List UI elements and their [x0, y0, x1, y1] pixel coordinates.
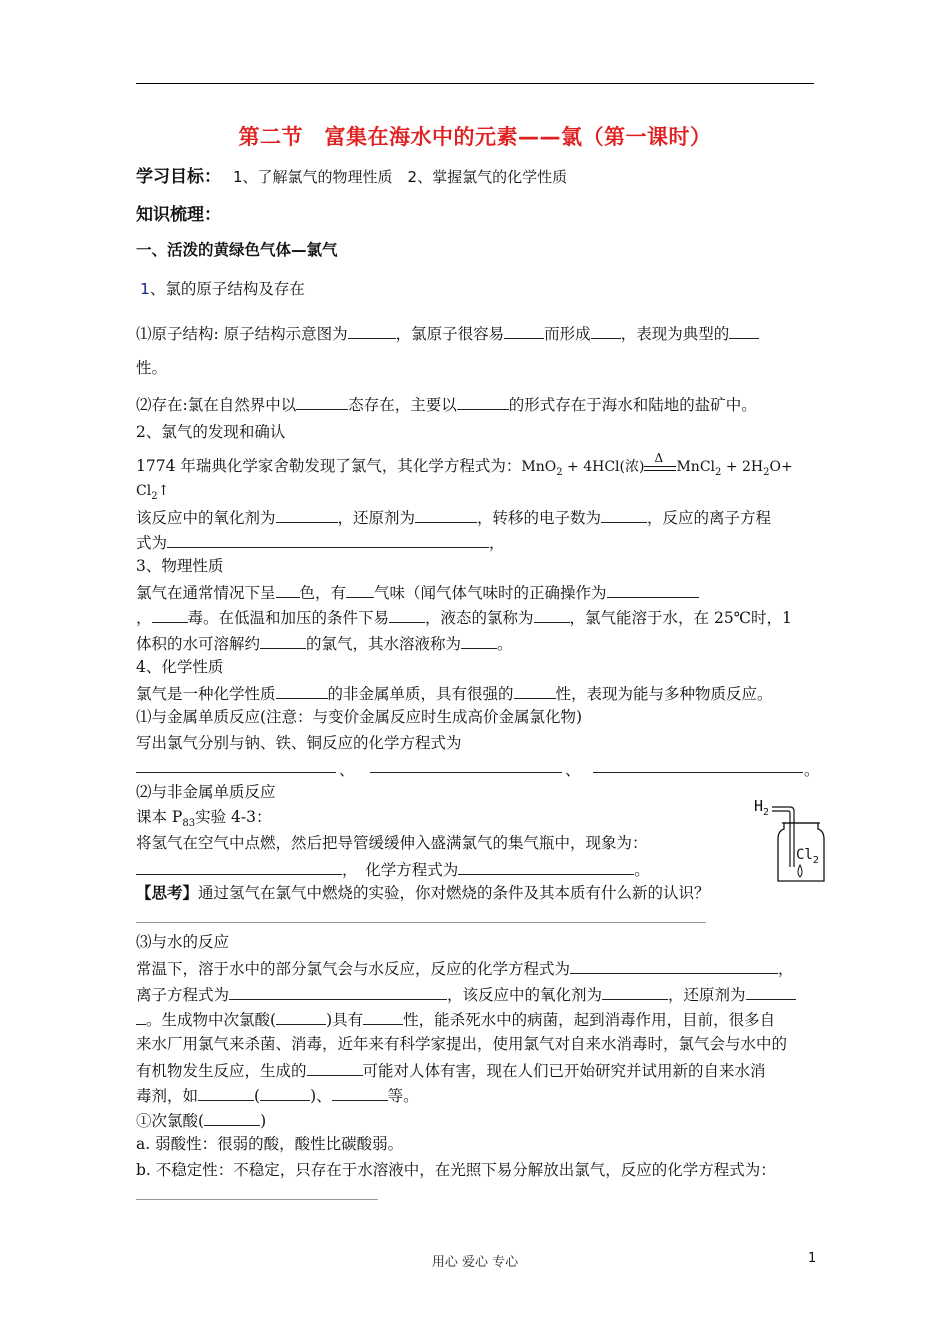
blank	[276, 682, 328, 699]
delta-icon: Δ	[654, 451, 664, 465]
reaction-arrow-heat	[644, 451, 676, 471]
para-water-6	[136, 1084, 419, 1106]
para-experiment	[136, 807, 271, 834]
knowledge-label: 知识梳理：	[136, 205, 221, 225]
blank	[570, 957, 778, 974]
page-subscript: 83	[182, 818, 196, 830]
para-water-1	[136, 957, 794, 979]
text: 等。	[387, 1087, 419, 1105]
blank	[746, 983, 796, 1000]
para-water-2	[136, 983, 796, 1005]
para-redox	[136, 506, 771, 528]
text: 性，能杀死水中的病菌，起到消毒作用，目前，很多自	[403, 1011, 776, 1029]
blank	[607, 581, 699, 598]
para-metals-task: 写出氯气分别与钠、铁、铜反应的化学方程式为	[136, 734, 462, 752]
blank	[332, 1084, 388, 1101]
text: 毒剂，如	[136, 1087, 199, 1105]
text: ，	[489, 534, 505, 552]
text: 体积的水可溶解约	[136, 635, 261, 653]
page-title: 第二节 富集在海水中的元素——氯（第一课时）	[238, 125, 712, 149]
answer-line-copper	[593, 772, 803, 773]
equation-right: MnCl$_2$ + $2H_2O+$	[676, 459, 793, 478]
answer-line-think	[136, 922, 706, 923]
answer-line-sodium	[136, 772, 336, 773]
blank	[415, 506, 477, 523]
text: (	[254, 1087, 261, 1105]
text: 。	[634, 861, 650, 879]
text: 氯气是一种化学性质	[136, 685, 276, 703]
text: 氯气在通常情况下呈	[136, 584, 276, 602]
subsection-1-number: 1	[140, 280, 150, 298]
blank	[167, 531, 489, 548]
text: 该反应中的氧化剂为	[136, 509, 276, 527]
text: 可能对人体有害，现在人们已开始研究并试用新的自来水消	[362, 1062, 766, 1080]
para-physical-3	[136, 632, 513, 654]
para-water-4: 来水厂用氯气来杀菌、消毒，近年来有科学家提出，使用氯气对自来水消毒时，氯气会与水中的	[136, 1035, 788, 1053]
blank	[276, 1008, 326, 1025]
blank	[729, 322, 759, 339]
subsection-1-text: 、氯的原子结构及存在	[149, 280, 305, 298]
separator: 、	[565, 761, 581, 779]
para-water-3	[136, 1008, 775, 1030]
subsection-1-title	[140, 279, 305, 299]
para-chemical-1	[136, 682, 773, 704]
up-arrow-icon: ↑	[157, 483, 170, 499]
text: 的形式存在于海水和陆地的盐矿中。	[508, 396, 757, 414]
gas-bottle-diagram	[748, 795, 828, 891]
blank	[346, 581, 374, 598]
think-label: 【思考】	[136, 883, 199, 902]
page-number: 1	[808, 1251, 817, 1266]
blank	[204, 1109, 260, 1126]
answer-line-decomposition	[136, 1199, 378, 1200]
para-water-5	[136, 1059, 766, 1081]
blank	[348, 322, 396, 339]
para-physical-1	[136, 581, 699, 603]
para-redox-cont	[136, 531, 505, 553]
blank	[296, 393, 348, 410]
para-physical-2	[136, 606, 792, 628]
section1-heading: 一、活泼的黄绿色气体—氯气	[136, 241, 338, 259]
blank	[514, 682, 556, 699]
learning-goals	[136, 167, 567, 187]
blank	[389, 606, 425, 623]
equation-left: MnO$_2$ + 4HCl(浓)	[521, 459, 645, 478]
subsection-4-title: 4、化学性质	[136, 658, 224, 676]
equation-product: $Cl_2↑$	[136, 483, 170, 502]
text: 毒。在低温和加压的条件下易	[187, 609, 390, 627]
blank	[602, 983, 668, 1000]
text: ，液态的氯称为	[425, 609, 534, 627]
blank	[260, 632, 306, 649]
blank	[260, 1084, 310, 1101]
page-footer: 用心 爱心 专心	[431, 1255, 519, 1270]
blank	[136, 858, 342, 875]
text: ，还原剂为	[668, 986, 746, 1004]
text: ⑴原子结构: 原子结构示意图为	[136, 325, 348, 343]
para-think	[136, 883, 710, 903]
text: ，氯气能溶于水，在 25℃时，1	[569, 609, 792, 627]
blank	[152, 606, 188, 623]
text: ，	[778, 960, 794, 978]
text: ，转移的电子数为	[477, 509, 602, 527]
text: )、	[310, 1087, 332, 1105]
text: ⑵存在:氯在自然界中以	[136, 396, 297, 414]
blank	[458, 858, 634, 875]
para-experiment-desc: 将氢气在空气中点燃，然后把导管缓缓伸入盛满氯气的集气瓶中，现象为：	[136, 834, 648, 852]
text: 的非金属单质，具有很强的	[327, 685, 514, 703]
text: ，该反应中的氧化剂为	[447, 986, 603, 1004]
answer-line-iron	[370, 772, 562, 773]
text: 常温下，溶于水中的部分氯气会与水反应，反应的化学方程式为	[136, 960, 571, 978]
para-atomic-structure	[136, 322, 759, 344]
text: ，反应的离子方程	[647, 509, 772, 527]
text: )具有	[326, 1011, 364, 1029]
para-discovery	[136, 451, 793, 483]
subsection-3-title: 3、物理性质	[136, 557, 224, 575]
para-hypochlorous	[136, 1109, 266, 1131]
subsection-2-title: 2、氯气的发现和确认	[136, 423, 286, 441]
text: 色，有	[299, 584, 347, 602]
goals-text: 1、了解氯气的物理性质 2、掌握氯气的化学性质	[233, 168, 568, 186]
blank	[457, 393, 509, 410]
separator: 、	[339, 761, 355, 779]
blank	[229, 983, 447, 1000]
text: 。生成物中次氯酸(	[146, 1011, 277, 1029]
text: ，还原剂为	[337, 509, 416, 527]
blank	[461, 632, 497, 649]
para-metals: ⑴与金属单质反应(注意：与变价金属反应时生成高价金属氯化物)	[136, 708, 583, 726]
para-unstable: b. 不稳定性：不稳定，只存在于水溶液中，在光照下易分解放出氯气，反应的化学方程式为：	[136, 1161, 776, 1179]
text: ，	[136, 609, 152, 627]
text: 。	[497, 635, 513, 653]
separator: 。	[804, 761, 820, 779]
text: 态存在，主要以	[348, 396, 457, 414]
para-experiment-answer	[136, 858, 650, 880]
text: 气味（闻气体气味时的正确操作为	[374, 584, 607, 602]
text: 性，表现为能与多种物质反应。	[555, 685, 773, 703]
text: 有机物发生反应，生成的	[136, 1062, 307, 1080]
blank	[601, 506, 647, 523]
text: 课本 P	[136, 808, 183, 826]
text: ①次氯酸(	[136, 1112, 205, 1130]
blank	[534, 606, 570, 623]
para-atomic-structure-cont: 性。	[136, 359, 168, 377]
cl2-label: $Cl_2$	[796, 847, 819, 866]
blank	[307, 1059, 363, 1076]
blank	[591, 322, 621, 339]
para-nonmetals: ⑵与非金属单质反应	[136, 783, 276, 801]
text: 离子方程式为	[136, 986, 230, 1004]
blank	[276, 506, 338, 523]
text: 通过氢气在氯气中燃烧的实验，你对燃烧的条件及其本质有什么新的认识？	[198, 884, 710, 902]
goals-label: 学习目标：	[136, 167, 221, 187]
blank	[198, 1084, 254, 1101]
text: 式为	[136, 534, 168, 552]
blank	[363, 1008, 403, 1025]
h2-label: $H_2$	[754, 797, 770, 818]
text: 的氯气，其水溶液称为	[306, 635, 462, 653]
blank	[136, 1008, 146, 1025]
text: 而形成	[544, 325, 591, 343]
para-water: ⑶与水的反应	[136, 933, 230, 951]
knowledge-heading	[136, 205, 221, 225]
text: 1774 年瑞典化学家舍勒发现了氯气，其化学方程式为：	[136, 457, 522, 475]
text: )	[260, 1112, 267, 1130]
para-existence	[136, 393, 757, 415]
text: ， 化学方程式为	[342, 861, 459, 879]
header-rule	[136, 83, 814, 84]
blank	[504, 322, 544, 339]
para-weak-acid: a. 弱酸性：很弱的酸，酸性比碳酸弱。	[136, 1135, 404, 1153]
text: ，表现为典型的	[620, 325, 730, 343]
text: ，氯原子很容易	[395, 325, 505, 343]
blank	[276, 581, 300, 598]
text: 实验 4-3：	[195, 808, 272, 826]
